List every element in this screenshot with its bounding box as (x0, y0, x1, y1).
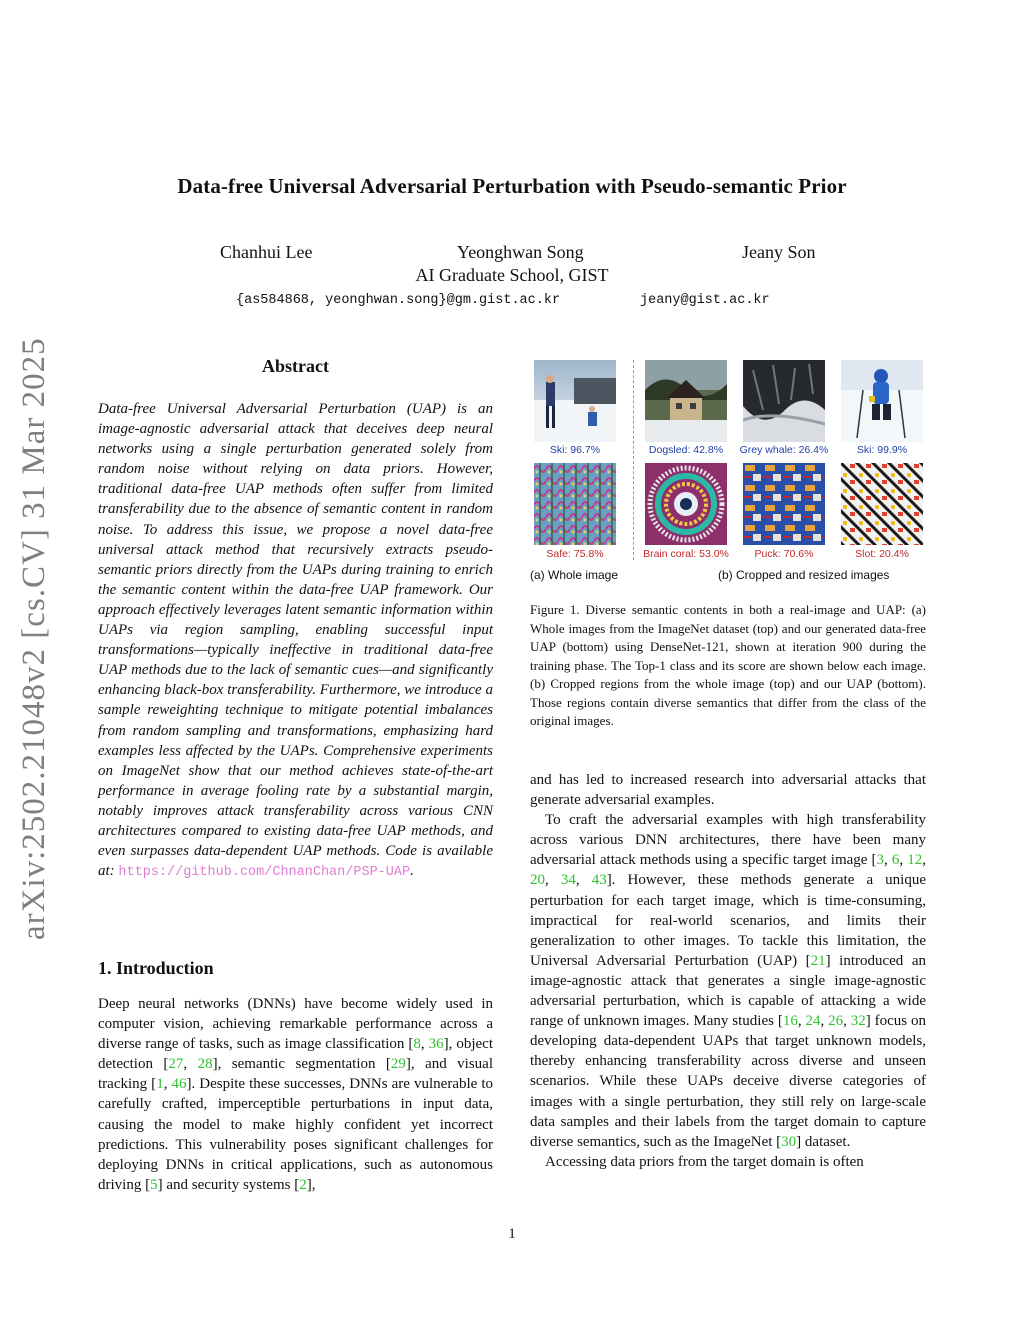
text-run: Deep neural networks (DNNs) have become widely used in computer vision, achieving remarkable performance across a diverse range of tasks, such as image classification [ (98, 996, 493, 1053)
uap-crop-puck (743, 463, 825, 545)
text-run: , (899, 852, 908, 869)
citation-link[interactable]: 30 (781, 1133, 797, 1150)
code-link[interactable]: https://github.com/ChnanChan/PSP-UAP (118, 865, 411, 881)
label-bottom-4: Slot: 20.4% (855, 548, 909, 560)
arxiv-stamp: arXiv:2502.21048v2 [cs.CV] 31 Mar 2025 (16, 337, 52, 940)
photo-dogsled-crop (645, 360, 727, 442)
citation-link[interactable]: 28 (197, 1056, 213, 1073)
text-run: , (884, 852, 892, 869)
label-bottom-1: Safe: 75.8% (546, 548, 604, 560)
abstract-body (98, 399, 493, 883)
citation-link[interactable]: 36 (428, 1036, 444, 1053)
right-paragraph-2 (530, 810, 926, 1152)
citation-link[interactable]: 6 (891, 852, 900, 869)
abstract-text: Data-free Universal Adversarial Perturbation (UAP) is an image-agnostic adversarial attack that deceives deep neural networks using a single perturbation generated solely from random noise without relying on data priors. However, traditional data-free UAP methods often suffer from limited transferability due to the absence of semantic content in random noise. To address this issue, we propose a novel data-free universal attack method that recursively extracts pseudo-semantic priors directly from the UAPs during training to enrich the semantic content within the data-free UAP framework. Our approach effectively leverages latent semantic information within UAPs via region sampling, enabling successful input transformations—typically ineffective in traditional data-free UAP methods due to the lack of semantic cues—and significantly enhancing black-box transferability. Furthermore, we introduce a sample reweighting technique to mitigate potential imbalances from random sampling and transformations, emphasizing hard examples less affected by the UAPs. Comprehensive experiments on ImageNet show that our method achieves state-of-the-art performance in average fooling rate by a substantial margin, notably improves attack transferability across various CNN architectures compared to existing data-free UAP methods, and even surpasses data-dependent UAP methods. Code is available at: (98, 401, 493, 880)
affiliation: AI Graduate School, GIST (415, 265, 609, 285)
photo-ski-crop (841, 360, 923, 442)
citation-link[interactable]: 26 (828, 1013, 844, 1030)
figure-sub-a: (a) Whole image (530, 568, 619, 582)
uap-whole (534, 463, 616, 545)
photo-ski-whole (534, 360, 616, 442)
uap-crop-slot (841, 463, 923, 545)
text-run: ], object detection [ (98, 1036, 493, 1073)
citation-link[interactable]: 34 (560, 872, 576, 889)
figure-caption: Figure 1. Diverse semantic contents in both a real-image and UAP: (a) Whole images from the ImageNet dataset (top) and our generated data-free UAP (bottom) using DenseNet-121, shown at iteration 900 during the training phase. The Top-1 class and its score are shown below each image. (b) Cropped regions from the whole image (top) and our UAP (bottom). Those regions contain diverse semantics that differ from the class of the original images. (530, 602, 926, 728)
page-number: 1 (508, 1226, 516, 1242)
citation-link[interactable]: 24 (805, 1013, 821, 1030)
citation-link[interactable]: 21 (810, 952, 826, 969)
text-run: ]. Despite these successes, DNNs are vulnerable to carefully crafted, imperceptible perturbations in input data, causing the model to make highly confident yet incorrect predictions. This vulnerability poses significant challenges for deploying DNNs in critical applications, such as autonomous driving [ (98, 1076, 494, 1193)
label-top-3: Grey whale: 26.4% (739, 444, 829, 456)
figure-sub-b: (b) Cropped and resized images (718, 568, 890, 582)
text-run: , (183, 1056, 198, 1073)
label-bottom-3: Puck: 70.6% (754, 548, 814, 560)
text-run: ]. However, these methods generate a unique perturbation for each target image, which is time-consuming, impractical for real-world scenarios, and limits their generalization to other images. To tackle this limitation, the Universal Adversarial Perturbation (UAP) [ (530, 872, 927, 969)
label-top-4: Ski: 99.9% (856, 444, 908, 456)
citation-link[interactable]: 32 (850, 1013, 866, 1030)
text-run: To craft the adversarial examples with high transferability across various DNN architectures, there have been many adversarial attack methods using a specific target image [ (530, 812, 926, 869)
email-1: {as584868, yeonghwan.song}@gm.gist.ac.kr (236, 293, 561, 308)
text-run: , (820, 1013, 829, 1030)
text-run: , (575, 872, 592, 889)
text-run: , (922, 852, 927, 869)
author-3: Jeany Son (742, 242, 816, 262)
text-run: , (545, 872, 561, 889)
text-run: ] dataset. (796, 1133, 851, 1150)
text-run: ], semantic segmentation [ (212, 1056, 391, 1073)
label-bottom-2: Brain coral: 53.0% (643, 548, 729, 560)
citation-link[interactable]: 3 (876, 852, 885, 869)
citation-link[interactable]: 2 (299, 1176, 307, 1193)
text-run: ], and visual tracking [ (98, 1056, 494, 1093)
intro-heading: 1. Introduction (98, 958, 214, 978)
abstract-end: . (410, 863, 414, 880)
text-run: , (420, 1036, 429, 1053)
text-run: , (797, 1013, 806, 1030)
citation-link[interactable]: 12 (907, 852, 923, 869)
paper-title: Data-free Universal Adversarial Perturbation with Pseudo-semantic Prior (177, 174, 847, 198)
uap-crop-brain-coral (645, 463, 727, 545)
text-run: and has led to increased research into adversarial attacks that generate adversarial examples. (530, 772, 926, 809)
text-run: ] focus on developing data-dependent UAPs that target unknown models, thereby enhancing transferability across diverse and unseen scenarios. While these UAPs deceive diverse categories of images with a single perturbation, they still rely on large-scale data samples and their labels from the target domain to capture diverse semantics, such as the ImageNet [ (530, 1013, 926, 1150)
text-run: ], (306, 1176, 316, 1193)
citation-link[interactable]: 29 (390, 1056, 406, 1073)
citation-link[interactable]: 5 (150, 1176, 158, 1193)
citation-link[interactable]: 43 (591, 872, 607, 889)
right-column-text (530, 770, 926, 1172)
citation-link[interactable]: 16 (782, 1013, 798, 1030)
label-top-1: Ski: 96.7% (549, 444, 601, 456)
text-run: ] introduced an image-agnostic attack that generates a single image-agnostic adversarial perturbation, which is capable of attacking a wide range of unknown images. Many studies [ (530, 952, 926, 1030)
text-run: , (843, 1013, 851, 1030)
label-top-2: Dogsled: 42.8% (648, 444, 724, 456)
right-paragraph-3 (530, 1152, 926, 1172)
citation-link[interactable]: 20 (530, 872, 545, 889)
author-1: Chanhui Lee (220, 242, 313, 262)
figure-divider (633, 360, 634, 560)
text-run: , (163, 1076, 172, 1093)
citation-link[interactable]: 8 (413, 1036, 421, 1053)
text-run: ] and security systems [ (157, 1176, 300, 1193)
photo-grey-whale-crop (743, 360, 825, 442)
citation-link[interactable]: 46 (171, 1076, 187, 1093)
right-paragraph-1 (530, 770, 926, 810)
citation-link[interactable]: 1 (156, 1076, 164, 1093)
citation-link[interactable]: 27 (168, 1056, 184, 1073)
text-run: Accessing data priors from the target domain is often (545, 1153, 864, 1170)
email-2: jeany@gist.ac.kr (640, 293, 770, 308)
intro-paragraph-1 (98, 994, 493, 1195)
author-2: Yeonghwan Song (457, 242, 584, 262)
abstract-heading: Abstract (262, 356, 329, 376)
